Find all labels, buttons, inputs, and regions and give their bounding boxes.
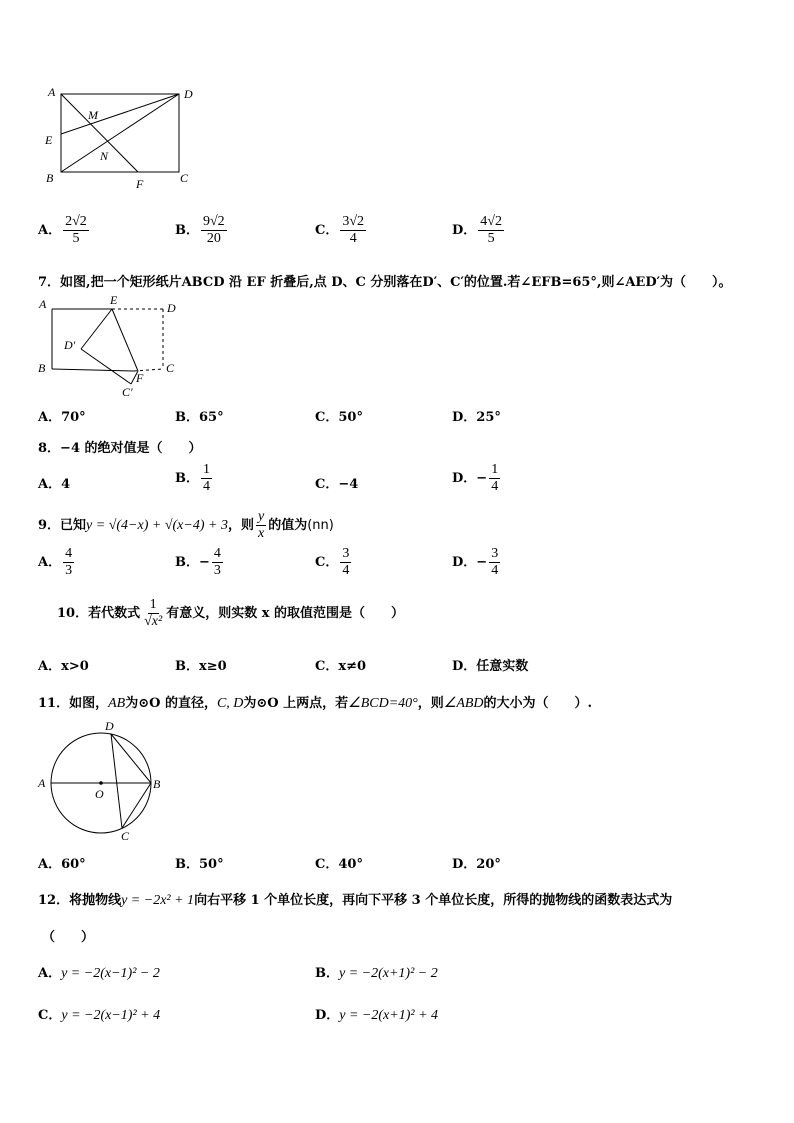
label-e: E xyxy=(45,133,53,147)
q8-option-d[interactable]: D．− $\frac{1}{4}$ xyxy=(452,462,499,494)
q9-formula: y = √(4−x) + √(x−4) + 3 xyxy=(86,518,228,533)
label-d: D xyxy=(105,719,114,733)
q7-option-a[interactable]: A．70° xyxy=(38,410,86,425)
chord-cb xyxy=(122,783,151,828)
edge-ed-prime xyxy=(81,309,112,349)
label-b: B xyxy=(153,777,161,791)
q8-option-a[interactable]: A．4 xyxy=(38,477,71,492)
q11-circle-figure xyxy=(34,716,168,846)
line-ed xyxy=(61,94,179,134)
q8-option-c[interactable]: C．−4 xyxy=(315,477,359,492)
q12-option-b[interactable]: B．y = −2(x+1)² − 2 xyxy=(315,966,438,981)
q12-stem: 12．将抛物线y = −2x² + 1向右平移 1 个单位长度，再向下平移 3 个单位长度，所得的抛物线的函数表达式为 xyxy=(38,893,673,908)
label-c: C xyxy=(121,829,130,843)
label-m: M xyxy=(88,108,98,122)
q9-stem: 9．已知y = √(4−x) + √(x−4) + 3，则 $\frac{y}{x}$ 的值为(nn) xyxy=(38,509,334,541)
label-d: D xyxy=(167,301,176,315)
label-a: A xyxy=(38,776,46,790)
q12-option-c[interactable]: C．y = −2(x−1)² + 4 xyxy=(38,1008,161,1023)
label-c: C xyxy=(180,171,189,185)
q10-option-d[interactable]: D．任意实数 xyxy=(452,659,529,674)
q10-option-c[interactable]: C．x≠0 xyxy=(315,659,367,674)
chord-dc xyxy=(111,734,122,828)
label-b: B xyxy=(38,361,46,375)
label-f: F xyxy=(136,371,144,385)
q11-option-d[interactable]: D．20° xyxy=(452,857,501,872)
label-f: F xyxy=(136,177,144,191)
q10-option-b[interactable]: B．x≥0 xyxy=(175,659,227,674)
label-e: E xyxy=(110,293,118,307)
label-c: C xyxy=(166,361,175,375)
q6-option-b[interactable]: B． $\frac{9√2}{20}$ xyxy=(175,214,225,246)
line-bd xyxy=(61,94,179,172)
q7-option-d[interactable]: D．25° xyxy=(452,410,501,425)
fold-line-ef xyxy=(112,309,138,371)
q6-option-d[interactable]: D． $\frac{4√2}{5}$ xyxy=(452,214,502,246)
q11-option-b[interactable]: B．50° xyxy=(175,857,224,872)
label-n: N xyxy=(100,149,109,163)
q10-stem: 10．若代数式 $\frac{1}{\text{√x²}}$ 有意义，则实数 x 的取值范围是（ ） xyxy=(57,597,405,629)
label-c-prime: C′ xyxy=(122,385,133,399)
q6-option-c[interactable]: C． $\frac{3√2}{4}$ xyxy=(315,214,365,246)
edge-dprime-cprime xyxy=(81,349,131,384)
label-d: D xyxy=(184,87,193,101)
q9-option-d[interactable]: D．− $\frac{3}{4}$ xyxy=(452,546,499,578)
q7-option-c[interactable]: C．50° xyxy=(315,410,363,425)
label-a: A xyxy=(39,297,47,311)
q7-stem: 7．如图,把一个矩形纸片ABCD 沿 EF 折叠后,点 D、C 分别落在D′、C′的位置.若∠EFB=65°,则∠AED′为（ ）。 xyxy=(38,275,732,290)
q6-option-a[interactable]: A． $\frac{2√2}{5}$ xyxy=(38,214,87,246)
q9-option-b[interactable]: B．− $\frac{4}{3}$ xyxy=(175,546,221,578)
label-a: A xyxy=(48,85,56,99)
center-point-o xyxy=(99,781,103,785)
edge-bf xyxy=(52,369,134,371)
q7-option-b[interactable]: B．65° xyxy=(175,410,224,425)
q9-option-c[interactable]: C． $\frac{3}{4}$ xyxy=(315,546,350,578)
q6-rectangle-figure xyxy=(40,82,210,194)
q9-option-a[interactable]: A． $\frac{4}{3}$ xyxy=(38,546,73,578)
q12-option-d[interactable]: D．y = −2(x+1)² + 4 xyxy=(315,1008,439,1023)
q12-answer-paren: （ ） xyxy=(42,930,95,945)
label-o: O xyxy=(95,787,104,801)
q8-stem: 8．−4 的绝对值是（ ） xyxy=(38,441,202,456)
q11-stem: 11．如图，AB为⊙O 的直径，C, D为⊙O 上两点，若∠BCD=40°，则∠ABD的大小为（ ）. xyxy=(38,696,593,711)
label-d-prime: D′ xyxy=(64,338,76,352)
label-b: B xyxy=(46,171,54,185)
q10-option-a[interactable]: A．x>0 xyxy=(38,659,89,674)
q7-fold-figure xyxy=(34,292,184,400)
q11-option-c[interactable]: C．40° xyxy=(315,857,363,872)
q8-option-b[interactable]: B． $\frac{1}{4}$ xyxy=(175,462,210,494)
q12-option-a[interactable]: A．y = −2(x−1)² − 2 xyxy=(38,966,160,981)
q11-option-a[interactable]: A．60° xyxy=(38,857,86,872)
